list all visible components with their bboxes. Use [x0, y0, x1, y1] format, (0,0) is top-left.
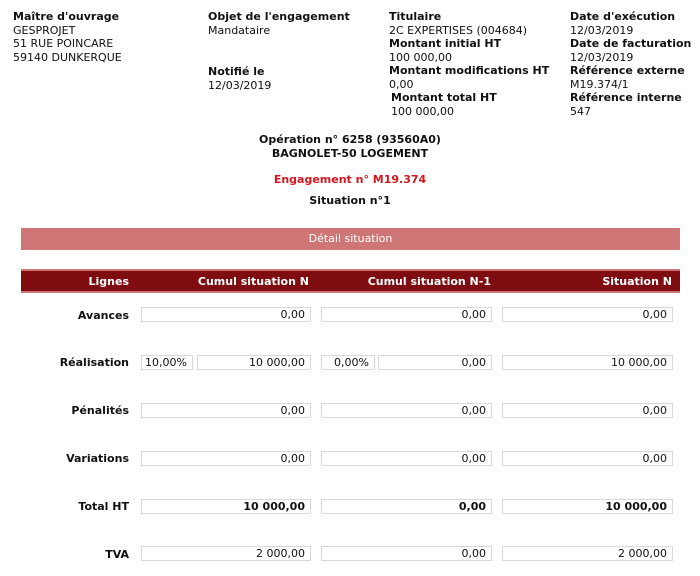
dates-block	[570, 10, 691, 118]
titulaire-label: Titulaire	[389, 10, 442, 23]
realisation-cumul-n-pct-input[interactable]: 10,00%	[141, 355, 193, 370]
ref-externe-value: M19.374/1	[570, 77, 629, 91]
header-lignes: Lignes	[88, 275, 129, 288]
avances-situation-n-input[interactable]: 0,00	[502, 307, 673, 322]
row-label-realisation: Réalisation	[59, 356, 129, 369]
penalites-cumul-n-input[interactable]: 0,00	[141, 403, 311, 418]
penalites-situation-n-input[interactable]: 0,00	[502, 403, 673, 418]
maitre-ouvrage-line: 51 RUE POINCARE	[13, 37, 114, 50]
realisation-cumul-n1-input[interactable]: 0,00	[378, 355, 492, 370]
date-execution-label: Date d'exécution	[570, 10, 676, 23]
row-label-tva: TVA	[105, 548, 129, 561]
maitre-ouvrage-block	[13, 10, 122, 64]
header-cumul-n: Cumul situation N	[197, 275, 309, 288]
date-facturation-value: 12/03/2019	[570, 50, 634, 64]
engagement-title: Engagement n° M19.374	[273, 173, 427, 186]
date-facturation-label: Date de facturation	[570, 37, 692, 50]
header-situation-n: Situation N	[602, 275, 672, 288]
total-ht-situation-n-input[interactable]: 10 000,00	[502, 499, 673, 514]
detail-situation-bar: Détail situation	[21, 228, 680, 250]
tva-cumul-n1-input[interactable]: 0,00	[321, 546, 492, 561]
tva-cumul-n-input[interactable]: 2 000,00	[141, 546, 311, 561]
titulaire-value: 2C EXPERTISES (004684)	[389, 23, 528, 37]
montant-total-label: Montant total HT	[391, 91, 497, 104]
row-label-total-ht: Total HT	[78, 500, 129, 513]
titulaire-block	[389, 10, 549, 118]
montant-initial-label: Montant initial HT	[389, 37, 502, 50]
penalites-cumul-n1-input[interactable]: 0,00	[321, 403, 492, 418]
header-cumul-n1: Cumul situation N-1	[367, 275, 491, 288]
variations-situation-n-input[interactable]: 0,00	[502, 451, 673, 466]
row-label-penalites: Pénalités	[71, 404, 129, 417]
maitre-ouvrage-line: GESPROJET	[13, 23, 76, 37]
notifie-label: Notifié le	[208, 65, 265, 78]
montant-initial-value: 100 000,00	[389, 50, 452, 64]
situation-title: Situation n°1	[309, 194, 391, 207]
table-header	[21, 269, 680, 293]
avances-cumul-n1-input[interactable]: 0,00	[321, 307, 492, 322]
montant-modif-label: Montant modifications HT	[389, 64, 550, 77]
total-ht-cumul-n-input[interactable]: 10 000,00	[141, 499, 311, 514]
realisation-situation-n-input[interactable]: 10 000,00	[502, 355, 673, 370]
date-execution-value: 12/03/2019	[570, 23, 634, 37]
notifie-value: 12/03/2019	[208, 78, 272, 92]
maitre-ouvrage-label: Maître d'ouvrage	[13, 10, 120, 23]
ref-externe-label: Référence externe	[570, 64, 685, 77]
avances-cumul-n-input[interactable]: 0,00	[141, 307, 311, 322]
tva-situation-n-input[interactable]: 2 000,00	[502, 546, 673, 561]
montant-total-value: 100 000,00	[391, 104, 454, 118]
notifie-block	[208, 65, 271, 92]
operation-title	[0, 133, 700, 161]
variations-cumul-n1-input[interactable]: 0,00	[321, 451, 492, 466]
total-ht-cumul-n1-input[interactable]: 0,00	[321, 499, 492, 514]
objet-block	[208, 10, 350, 37]
realisation-cumul-n-input[interactable]: 10 000,00	[197, 355, 311, 370]
ref-interne-label: Référence interne	[570, 91, 682, 104]
montant-modif-value: 0,00	[389, 77, 414, 91]
row-label-variations: Variations	[66, 452, 129, 465]
objet-value: Mandataire	[208, 23, 271, 37]
realisation-cumul-n1-pct-input[interactable]: 0,00%	[321, 355, 375, 370]
ref-interne-value: 547	[570, 104, 591, 118]
operation-line1: Opération n° 6258 (93560A0)	[259, 133, 441, 146]
operation-line2: BAGNOLET-50 LOGEMENT	[271, 147, 429, 160]
objet-label: Objet de l'engagement	[208, 10, 350, 23]
row-label-avances: Avances	[77, 309, 129, 322]
maitre-ouvrage-line: 59140 DUNKERQUE	[13, 50, 122, 64]
variations-cumul-n-input[interactable]: 0,00	[141, 451, 311, 466]
